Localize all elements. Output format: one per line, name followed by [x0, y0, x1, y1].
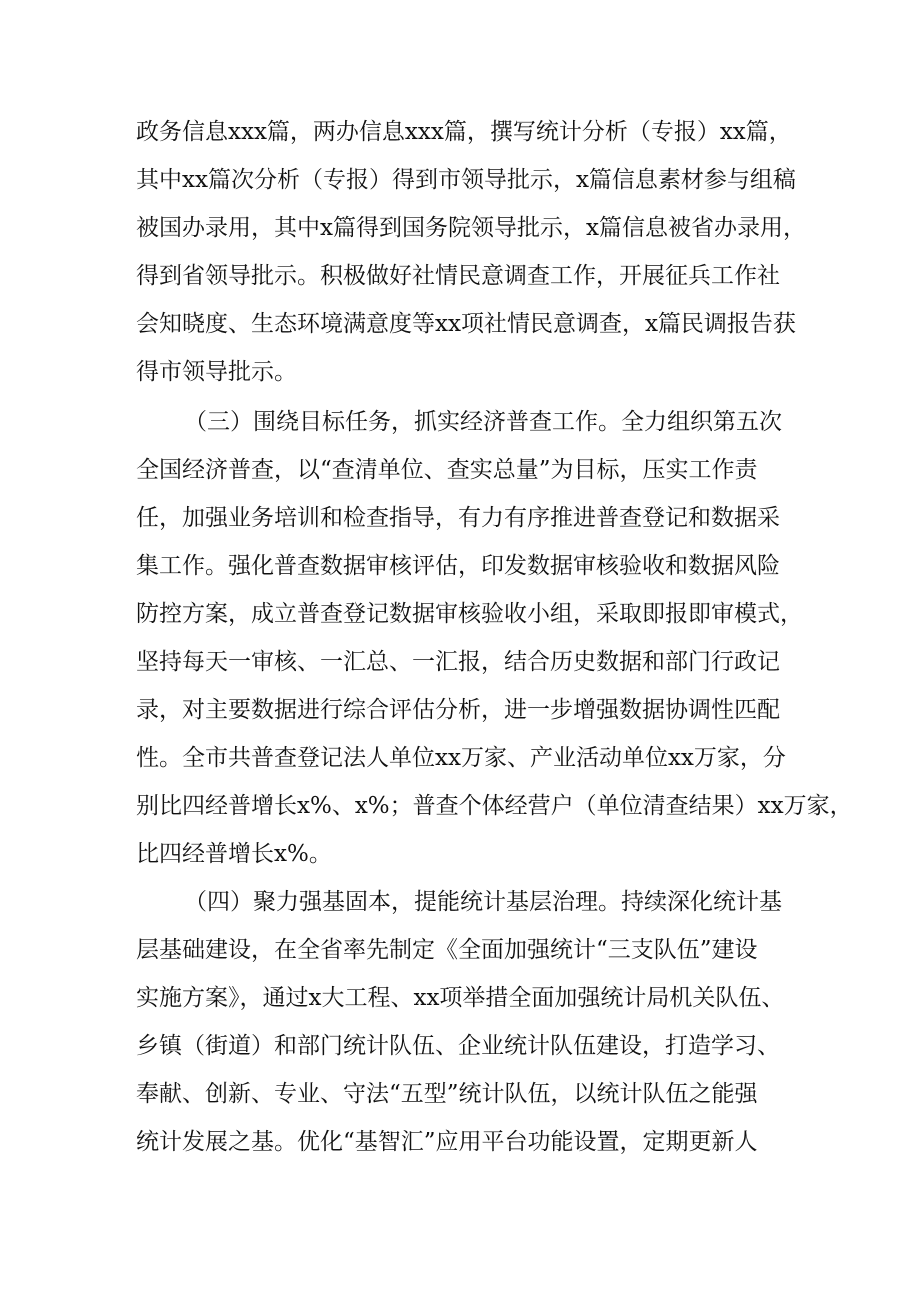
text-line: 奉献、创新、专业、守法“五型”统计队伍，以统计队伍之能强: [136, 1081, 758, 1107]
text-line: 防控方案，成立普查登记数据审核验收小组，采取即报即审模式，: [136, 601, 803, 627]
text-line: （四）聚力强基固本，提能统计基层治理。持续深化统计基: [184, 889, 782, 915]
text-line: 实施方案》，通过x大工程、xx项举措全面加强统计局机关队伍、: [136, 985, 785, 1011]
text-line: 统计发展之基。优化“基智汇”应用平台功能设置，定期更新人: [136, 1129, 758, 1155]
text-line: 性。全市共普查登记法人单位xx万家、产业活动单位xx万家，分: [136, 745, 786, 771]
text-line: 比四经普增长x%。: [136, 841, 332, 867]
text-line: 层基础建设，在全省率先制定《全面加强统计“三支队伍”建设: [136, 937, 758, 963]
text-line: 别比四经普增长x%、x%；普查个体经营户（单位清查结果）xx万家，: [136, 793, 853, 819]
text-line: 其中xx篇次分析（专报）得到市领导批示，x篇信息素材参与组稿: [136, 167, 796, 193]
text-line: 政务信息xxx篇，两办信息xxx篇，撰写统计分析（专报）xx篇，: [136, 119, 792, 145]
text-line: 得市领导批示。: [136, 359, 297, 385]
text-line: 乡镇（街道）和部门统计队伍、企业统计队伍建设，打造学习、: [136, 1033, 780, 1059]
text-line: （三）围绕目标任务，抓实经济普查工作。全力组织第五次: [184, 409, 782, 435]
text-line: 集工作。强化普查数据审核评估，印发数据审核验收和数据风险: [136, 553, 780, 579]
text-line: 任，加强业务培训和检查指导，有力有序推进普查登记和数据采: [136, 505, 780, 531]
text-line: 得到省领导批示。积极做好社情民意调查工作，开展征兵工作社: [136, 263, 780, 289]
text-line: 被国办录用，其中x篇得到国务院领导批示，x篇信息被省办录用，: [136, 215, 806, 241]
text-line: 全国经济普查，以“查清单位、查实总量”为目标，压实工作责: [136, 457, 758, 483]
text-line: 坚持每天一审核、一汇总、一汇报，结合历史数据和部门行政记: [136, 649, 780, 675]
text-line: 录，对主要数据进行综合评估分析，进一步增强数据协调性匹配: [136, 697, 780, 723]
text-line: 会知晓度、生态环境满意度等xx项社情民意调查，x篇民调报告获: [136, 311, 796, 337]
